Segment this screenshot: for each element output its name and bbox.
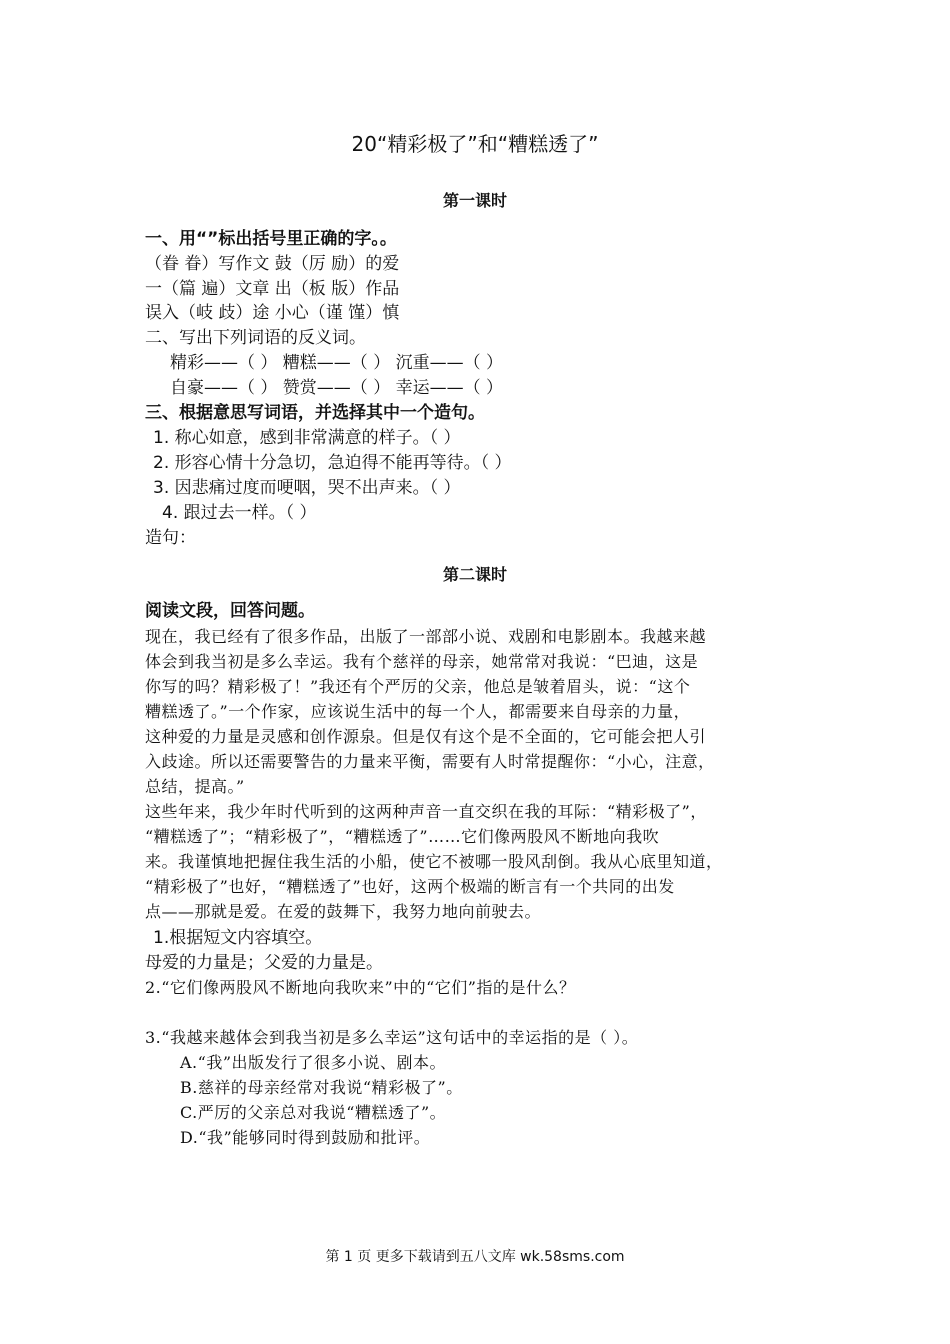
q2-title: 二、写出下列词语的反义词。	[145, 328, 366, 348]
passage-line: 现在，我已经有了很多作品，出版了一部部小说、戏剧和电影剧本。我越来越	[145, 627, 707, 646]
passage-line: 体会到我当初是多么幸运。我有个慈祥的母亲，她常常对我说：“巴迪，这是	[145, 652, 699, 671]
q3-item: 4. 跟过去一样。（ ）	[162, 503, 317, 523]
q3-item: 3. 因悲痛过度而哽咽，哭不出声来。（ ）	[153, 478, 461, 498]
option-d: D.“我”能够同时得到鼓励和批评。	[180, 1128, 431, 1147]
q1-line: 一（篇 遍）文章 出（板 版）作品	[145, 279, 400, 299]
reading-instruction: 阅读文段，回答问题。	[145, 601, 315, 621]
page-footer: 第 1 页 更多下载请到五八文库 wk.58sms.com	[325, 1249, 625, 1265]
q3-title: 三、根据意思写词语，并选择其中一个造句。	[145, 403, 485, 423]
question-1-blank: 母爱的力量是；父爱的力量是。	[145, 953, 383, 973]
q2-line: 自豪——（ ） 赞赏——（ ） 幸运——（ ）	[170, 378, 504, 398]
passage-line: 你写的吗？精彩极了！”我还有个严厉的父亲，他总是皱着眉头，说：“这个	[145, 677, 691, 696]
q1-line: （眷 眷）写作文 鼓（厉 励）的爱	[145, 254, 400, 274]
passage-line: 糟糕透了。”一个作家，应该说生活中的每一个人，都需要来自母亲的力量，	[145, 702, 691, 721]
page-title: 20“精彩极了”和“糟糕透了”	[351, 132, 599, 156]
passage-line: “精彩极了”也好，“糟糕透了”也好，这两个极端的断言有一个共同的出发	[145, 877, 675, 896]
option-a: A.“我”出版发行了很多小说、剧本。	[180, 1053, 447, 1072]
q3-item: 2. 形容心情十分急切，急迫得不能再等待。（ ）	[153, 453, 512, 473]
passage-line: “糟糕透了”；“精彩极了”，“糟糕透了”……它们像两股风不断地向我吹	[145, 827, 660, 846]
passage-line: 点——那就是爱。在爱的鼓舞下，我努力地向前驶去。	[145, 902, 542, 921]
q1-line: 误入（岐 歧）途 小心（谨 馑）慎	[145, 303, 400, 323]
lesson1-heading: 第一课时	[442, 191, 507, 210]
sentence-label: 造句：	[145, 528, 196, 548]
option-b: B.慈祥的母亲经常对我说“精彩极了”。	[180, 1078, 463, 1097]
passage-line: 这种爱的力量是灵感和创作源泉。但是仅有这个是不全面的，它可能会把人引	[145, 727, 707, 746]
q3-item: 1. 称心如意，感到非常满意的样子。（ ）	[153, 428, 461, 448]
q1-title: 一、用“”标出括号里正确的字。。	[145, 229, 397, 249]
question-1: 1.根据短文内容填空。	[153, 928, 323, 948]
passage-line: 来。我谨慎地把握住我生活的小船，使它不被哪一股风刮倒。我从心底里知道，	[145, 852, 723, 871]
question-2: 2.“它们像两股风不断地向我吹来”中的“它们”指的是什么？	[145, 978, 576, 997]
passage-line: 这些年来，我少年时代听到的这两种声音一直交织在我的耳际：“精彩极了”，	[145, 802, 707, 821]
option-c: C.严厉的父亲总对我说“糟糕透了”。	[180, 1103, 447, 1122]
q2-line: 精彩——（ ） 糟糕——（ ） 沉重——（ ）	[170, 353, 504, 373]
lesson2-heading: 第二课时	[442, 565, 507, 584]
question-3: 3.“我越来越体会到我当初是多么幸运”这句话中的幸运指的是（ ）。	[145, 1028, 639, 1047]
passage-line: 总结，提高。”	[145, 777, 245, 796]
passage-line: 入歧途。所以还需要警告的力量来平衡，需要有人时常提醒你：“小心，注意，	[145, 752, 715, 771]
